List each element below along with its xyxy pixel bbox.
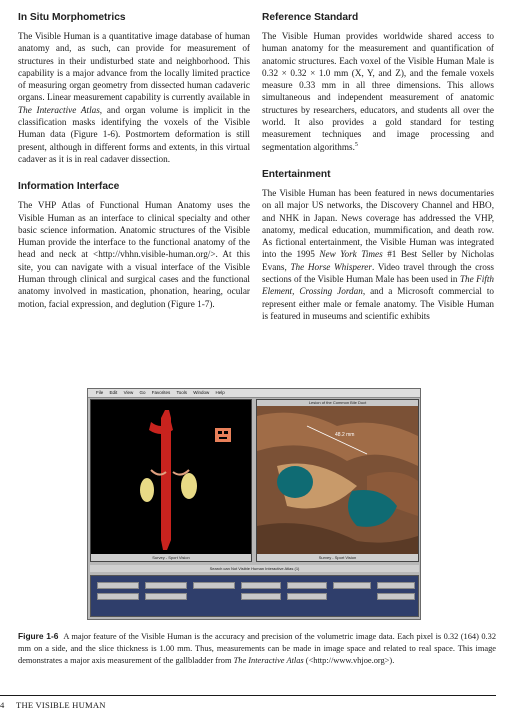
- section-heading-information-interface: Information Interface: [18, 181, 120, 193]
- control-field: [145, 593, 187, 600]
- left-panel-footer: Survey - Sport Vision: [91, 554, 251, 561]
- running-title: THE VISIBLE HUMAN: [16, 700, 106, 710]
- app-menubar: [88, 389, 420, 398]
- section-heading-in-situ: In Situ Morphometrics: [18, 12, 126, 23]
- menu-item: Tools: [176, 390, 187, 395]
- control-field: [287, 593, 327, 600]
- menu-item: Window: [193, 390, 210, 395]
- menu-item: Go: [139, 390, 146, 395]
- control-field: [193, 582, 235, 589]
- right-column: [262, 12, 494, 322]
- paragraph-in-situ: The Visible Human is a quantitative image database of human anatomy and, as such, can provide for measurement of structures in their undisturbed state and neighborhood. This capability is a major advance from the locally limited practice of measuring organ geometry from dissected human cadaveric organs. Linear measurement capability is currently available in The Interactive Atlas, and organ volume is implicit in the classification masks identifying the voxels of the Visible Human data (Figure 1-6). Postmortem deformation is still present, although in different forms and extents, in this virtual cadaver as it is in real cadaver dissection.: [18, 31, 250, 164]
- paragraph-reference-standard: The Visible Human provides worldwide shared access to human anatomy for the measurement and quantification of anatomic structures. Each voxel of the Visible Human Male is 0.32 × 0.32 × 1.0 mm (X, Y, and Z), and the female voxels measure 0.33 mm in all three dimensions. This allows simultaneous and independent measurement of anatomic structures by researchers, educators, and students all over the world. It also provides a gold standard for testing measurement techniques and image processing and segmentation algorithms.$^5$: [262, 31, 494, 152]
- figure-caption: Figure 1-6 A major feature of the Visible Human is the accuracy and precision of the volumetric image data. Each pixel is 0.32 (164) 0.32 mm on a side, and the slice thickness is 1.00 mm. Thus, measurements can be made in image space and related to real space. This image demonstrates a major axis measurement of the gallbladder from The Interactive Atlas (<http://www.vhjoe.org>).: [18, 631, 497, 665]
- measurement-label: 48.2 mm: [335, 432, 355, 438]
- menu-item: Help: [215, 390, 225, 395]
- control-field: [97, 593, 139, 600]
- control-field: [241, 582, 281, 589]
- organ-rendering: [91, 400, 251, 553]
- gallbladder-left-shape: [140, 478, 154, 502]
- gallbladder-right-shape: [181, 473, 197, 499]
- right-panel-footer: Survey - Sport Vision: [257, 554, 418, 561]
- menu-item: Favorites: [151, 390, 171, 395]
- teal-region-left: [277, 466, 313, 498]
- control-field: [377, 593, 415, 600]
- control-strip: Search can Not Visible Human Interactive Atlas (1): [90, 565, 419, 572]
- figure-label: Figure 1-6: [18, 631, 59, 641]
- section-heading-entertainment: Entertainment: [262, 168, 331, 180]
- section-heading-reference-standard: Reference Standard: [262, 12, 359, 23]
- page-footer: [0, 700, 106, 710]
- control-field: [97, 582, 139, 589]
- footnote-marker: 5: [354, 141, 358, 148]
- paragraph-entertainment: The Visible Human has been featured in news documentaries on all major US networks, the Discovery Channel and HBO, and NHK in Japan. News coverage has addressed the VHP, anatomy, medical education, mummification, and death row. As fictional entertainment, the Visible Human was integrated into the 1995 New York Times #1 Best Seller by Nicholas Evans, The Horse Whisperer. Video travel through the cross sections of the Visible Human Male has been used in The Fifth Element, Crossing Jordan, and a Microsoft commercial to represent either male or female anatomy. The Visible Human is featured in museums and scientific exhibits: [262, 187, 494, 321]
- paragraph-information-interface: The VHP Atlas of Functional Human Anatomy uses the Visible Human as an interface to clinical specialty and other basic science information. Anatomic structures of the Visible Human provide the interface to the functional anatomy of the head and neck at <http://vhhn.visible-human.org/>. At this site, you can navigate with a visual interface of the Visible Human through clinical and surgical cases and the functional anatomy involved in mastication, phonation, hearing, ocular motion, facial expression, and deglution (Figure 1-7).: [18, 200, 250, 309]
- menu-item: File: [96, 390, 104, 395]
- cross-section-view: [256, 399, 419, 562]
- menu-item: Edit: [109, 390, 118, 395]
- control-panel: [90, 575, 419, 617]
- page-number: 4: [0, 700, 5, 710]
- orientation-icon: [215, 428, 231, 442]
- control-field: [145, 582, 187, 589]
- footer-rule: [0, 695, 496, 696]
- right-panel-title: Lesion of the Common Bile Duct: [257, 400, 418, 406]
- control-field: [241, 593, 281, 600]
- control-field: [287, 582, 327, 589]
- control-field: [377, 582, 415, 589]
- cross-section-image: [257, 406, 418, 556]
- control-field: [333, 582, 371, 589]
- menu-item: View: [123, 390, 134, 395]
- figure-atlas-screenshot: [87, 388, 421, 620]
- anatomy-3d-view: [90, 399, 252, 562]
- left-column: [18, 12, 250, 310]
